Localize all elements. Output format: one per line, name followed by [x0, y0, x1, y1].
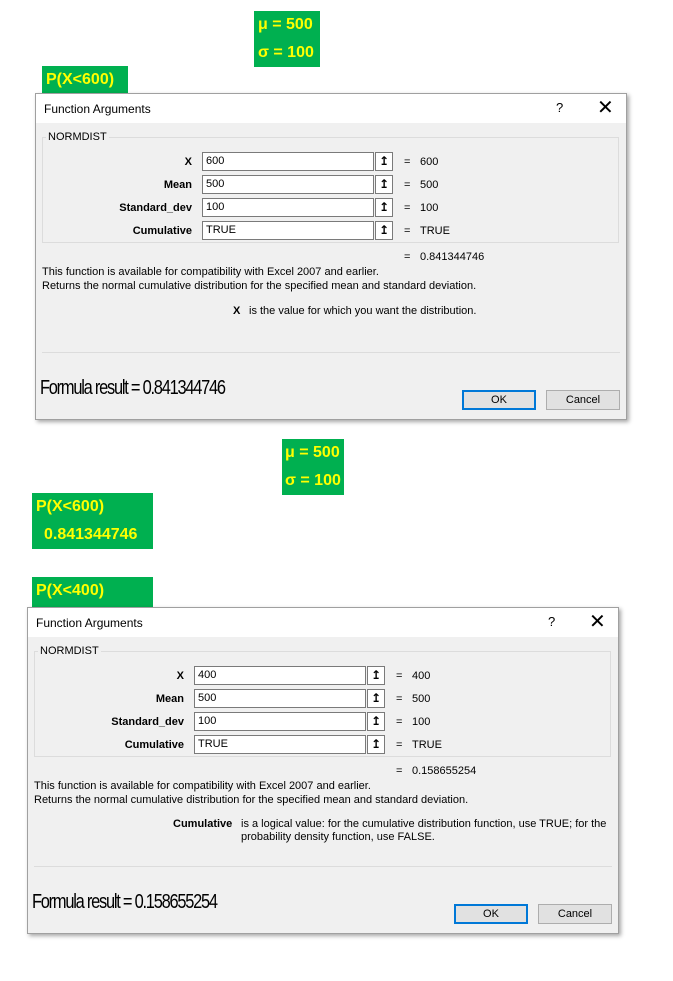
arg-result-mean: 500	[412, 693, 431, 705]
mean-input[interactable]: 500	[202, 175, 374, 194]
cancel-button[interactable]: Cancel	[546, 390, 620, 410]
arg-label-standard-dev: Standard_dev	[111, 716, 184, 728]
equals-sign: =	[396, 716, 403, 728]
arg-result-x: 400	[412, 670, 431, 682]
mean-label: μ = 500	[285, 444, 340, 461]
cumulative-input[interactable]: TRUE	[194, 735, 366, 754]
function-result-value: 0.158655254	[412, 765, 477, 777]
arg-result-standard-dev: 100	[412, 716, 431, 728]
description-function: Returns the normal cumulative distribution for the specified mean and standard deviation.	[42, 280, 477, 292]
arg-result-x: 600	[420, 156, 439, 168]
separator	[42, 352, 620, 353]
help-button[interactable]: ?	[548, 614, 556, 629]
dialog-title: Function Arguments	[44, 102, 151, 116]
stddev-label: σ = 100	[258, 44, 314, 61]
help-button[interactable]: ?	[556, 100, 564, 115]
formula-result: Formula result = 0.158655254	[32, 891, 217, 913]
equals-sign: =	[404, 156, 411, 168]
formula-result: Formula result = 0.841344746	[40, 377, 225, 399]
function-name: NORMDIST	[48, 131, 107, 143]
params-label-middle	[282, 439, 344, 495]
p600-result-label	[32, 493, 153, 549]
equals-sign: =	[396, 670, 403, 682]
function-name: NORMDIST	[40, 645, 99, 657]
function-result-value: 0.841344746	[420, 251, 485, 263]
close-icon[interactable]: ✕	[589, 609, 606, 633]
function-arguments-dialog-2	[27, 607, 619, 934]
dialog-title: Function Arguments	[36, 616, 143, 630]
arg-result-standard-dev: 100	[420, 202, 439, 214]
collapse-ref-icon[interactable]: ↥	[367, 712, 385, 731]
close-icon[interactable]: ✕	[597, 95, 614, 119]
x-input[interactable]: 400	[194, 666, 366, 685]
cancel-button[interactable]: Cancel	[538, 904, 612, 924]
collapse-ref-icon[interactable]: ↥	[367, 735, 385, 754]
p400-label	[32, 577, 153, 607]
collapse-ref-icon[interactable]: ↥	[375, 152, 393, 171]
mean-input[interactable]: 500	[194, 689, 366, 708]
description-compat: This function is available for compatibility with Excel 2007 and earlier.	[34, 780, 371, 792]
standard-dev-input[interactable]: 100	[194, 712, 366, 731]
arg-label-mean: Mean	[163, 179, 192, 191]
arg-help-description: is a logical value: for the cumulative distribution function, use TRUE; for the probability density function, use FALSE.	[241, 818, 607, 843]
arg-result-cumulative: TRUE	[412, 739, 442, 751]
x-input[interactable]: 600	[202, 152, 374, 171]
arg-label-cumulative: Cumulative	[124, 739, 184, 751]
collapse-ref-icon[interactable]: ↥	[375, 198, 393, 217]
equals-sign: =	[404, 225, 411, 237]
dialog-title-bar	[28, 608, 618, 637]
standard-dev-input[interactable]: 100	[202, 198, 374, 217]
dialog-title-bar	[36, 94, 626, 123]
ok-button[interactable]: OK	[462, 390, 536, 410]
collapse-ref-icon[interactable]: ↥	[375, 221, 393, 240]
p400-text: P(X<400)	[36, 582, 105, 599]
arg-label-mean: Mean	[155, 693, 184, 705]
params-label-top	[254, 11, 320, 67]
collapse-ref-icon[interactable]: ↥	[375, 175, 393, 194]
p600-text: P(X<600)	[46, 71, 115, 88]
arg-label-x: X	[184, 156, 192, 168]
separator	[34, 866, 612, 867]
description-function: Returns the normal cumulative distribution for the specified mean and standard deviation.	[34, 794, 469, 806]
p600-value: 0.841344746	[44, 526, 138, 543]
arg-help-name: Cumulative	[173, 818, 233, 830]
p600-label-top	[42, 66, 128, 94]
equals-sign: =	[396, 739, 403, 751]
arg-label-x: X	[176, 670, 184, 682]
arg-help-description: is the value for which you want the distribution.	[249, 305, 477, 317]
equals-sign: =	[404, 179, 411, 191]
p600-text: P(X<600)	[36, 498, 105, 515]
collapse-ref-icon[interactable]: ↥	[367, 666, 385, 685]
arg-label-cumulative: Cumulative	[132, 225, 192, 237]
function-arguments-dialog-1	[35, 93, 627, 420]
stddev-label: σ = 100	[285, 472, 341, 489]
equals-sign: =	[404, 251, 411, 263]
ok-button[interactable]: OK	[454, 904, 528, 924]
collapse-ref-icon[interactable]: ↥	[367, 689, 385, 708]
arg-label-standard-dev: Standard_dev	[119, 202, 192, 214]
mean-label: μ = 500	[258, 16, 313, 33]
equals-sign: =	[396, 765, 403, 777]
arg-help-name: X	[233, 305, 241, 317]
equals-sign: =	[404, 202, 411, 214]
arg-result-cumulative: TRUE	[420, 225, 450, 237]
cumulative-input[interactable]: TRUE	[202, 221, 374, 240]
description-compat: This function is available for compatibility with Excel 2007 and earlier.	[42, 266, 379, 278]
equals-sign: =	[396, 693, 403, 705]
arg-result-mean: 500	[420, 179, 439, 191]
